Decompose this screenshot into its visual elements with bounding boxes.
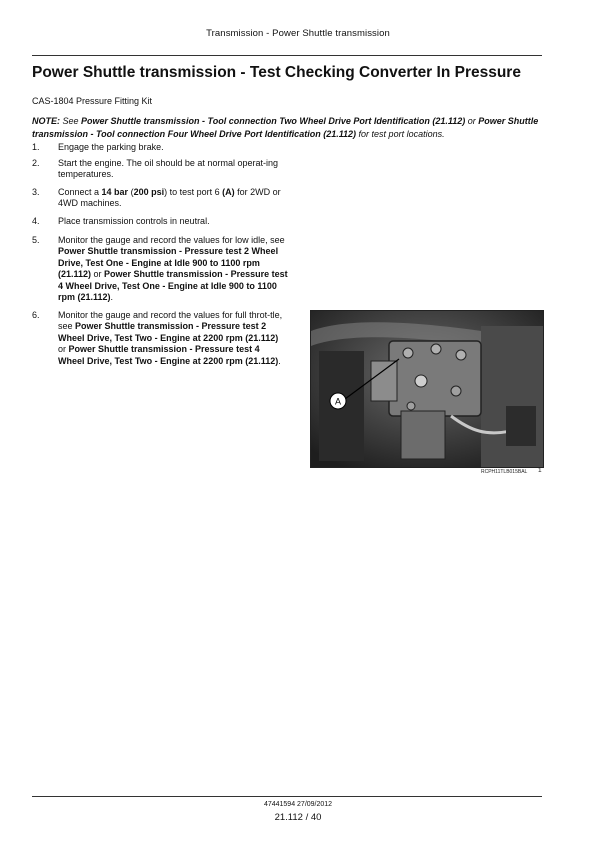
figure-number: 1 — [538, 467, 542, 474]
bolt — [456, 350, 466, 360]
step-text-segment: Start the engine. The oil should be at normal operat-ing temperatures. — [58, 158, 278, 180]
connector — [506, 406, 536, 446]
valve-lower-block — [401, 411, 445, 459]
step-text-segment: . — [110, 292, 114, 303]
running-header: Transmission - Power Shuttle transmission — [206, 28, 390, 39]
note-label: NOTE: — [32, 116, 60, 126]
step-reference-text[interactable]: Power Shuttle transmission - Pressure test 4 Wheel Drive, Test One - Engine at Idle 900 to 1100 rpm (21.112) — [58, 269, 288, 303]
step-text — [58, 187, 288, 210]
footer-doc-code: 47441594 27/09/2012 — [263, 801, 333, 808]
step-text-segment: Monitor the gauge and record the values for low idle, see — [58, 235, 285, 245]
procedure-step — [32, 235, 292, 303]
step-text — [58, 235, 288, 303]
note-text: or — [465, 116, 479, 126]
step-number: 6. — [32, 310, 40, 320]
step-reference-text[interactable]: 200 psi — [133, 187, 165, 197]
step-reference-text[interactable]: Power Shuttle transmission - Pressure test 2 Wheel Drive, Test Two - Engine at 2200 rpm (21.112) — [58, 321, 279, 343]
bolt — [403, 348, 413, 358]
step-number: 4. — [32, 216, 40, 226]
step-text-segment: Monitor the gauge and record the values for full throt-tle, see — [58, 310, 283, 332]
step-text-segment: Place transmission controls in neutral. — [58, 216, 210, 226]
step-text-segment: Connect a — [58, 187, 102, 197]
procedure-step — [32, 310, 292, 370]
step-text-segment: ) to test port 6 — [164, 187, 223, 197]
figure-photo — [310, 310, 544, 468]
kit-line: CAS-1804 Pressure Fitting Kit — [32, 96, 153, 106]
bolt — [431, 344, 441, 354]
step-reference-text[interactable]: (A) — [222, 187, 235, 197]
header-rule — [32, 55, 542, 56]
note-reference-link[interactable]: Power Shuttle transmission - Tool connection Four Wheel Drive Port Identification (21.112) — [32, 116, 539, 139]
step-text — [58, 142, 288, 153]
step-text-segment: Engage the parking brake. — [58, 142, 164, 152]
step-number: 5. — [32, 235, 40, 245]
note-text: See — [60, 116, 82, 126]
transmission-valve-photo — [311, 311, 543, 467]
step-text — [58, 216, 288, 227]
footer-page-number: 21.112 / 40 — [274, 812, 322, 823]
valve-port-block — [371, 361, 397, 401]
callout-label: A — [334, 396, 342, 407]
step-text-segment: or — [58, 344, 69, 355]
procedure-step — [32, 142, 292, 154]
procedure-step — [32, 187, 292, 211]
step-text — [58, 310, 288, 367]
figure-caption: RCPH11TLB015BAL — [481, 469, 528, 475]
step-number: 1. — [32, 142, 40, 152]
procedure-step — [32, 158, 292, 182]
step-reference-text[interactable]: Power Shuttle transmission - Pressure test 4 Wheel Drive, Test Two - Engine at 2200 rpm (21.112) — [58, 344, 279, 366]
step-number: 3. — [32, 187, 40, 197]
test-port-fitting — [415, 375, 427, 387]
step-text-segment: ( — [128, 187, 134, 197]
procedure-step — [32, 216, 292, 228]
step-text-segment: . — [278, 355, 281, 366]
note-text: for test port locations. — [356, 128, 445, 139]
note-reference-link[interactable]: Power Shuttle transmission - Tool connection Two Wheel Drive Port Identification (21.112) — [81, 116, 466, 126]
page-title: Power Shuttle transmission - Test Checking Converter In Pressure — [32, 64, 521, 81]
bolt — [407, 402, 415, 410]
step-text-segment: for 2WD or 4WD machines. — [58, 187, 281, 209]
step-reference-text[interactable]: 14 bar — [101, 187, 129, 197]
bolt — [451, 386, 461, 396]
step-number: 2. — [32, 158, 40, 168]
footer-rule — [32, 796, 542, 797]
step-text — [58, 158, 288, 181]
step-reference-text[interactable]: Power Shuttle transmission - Pressure test 2 Wheel Drive, Test One - Engine at Idle 900 to 1100 rpm (21.112) — [58, 246, 279, 280]
step-text-segment: or — [91, 269, 105, 280]
note-paragraph — [32, 115, 544, 140]
